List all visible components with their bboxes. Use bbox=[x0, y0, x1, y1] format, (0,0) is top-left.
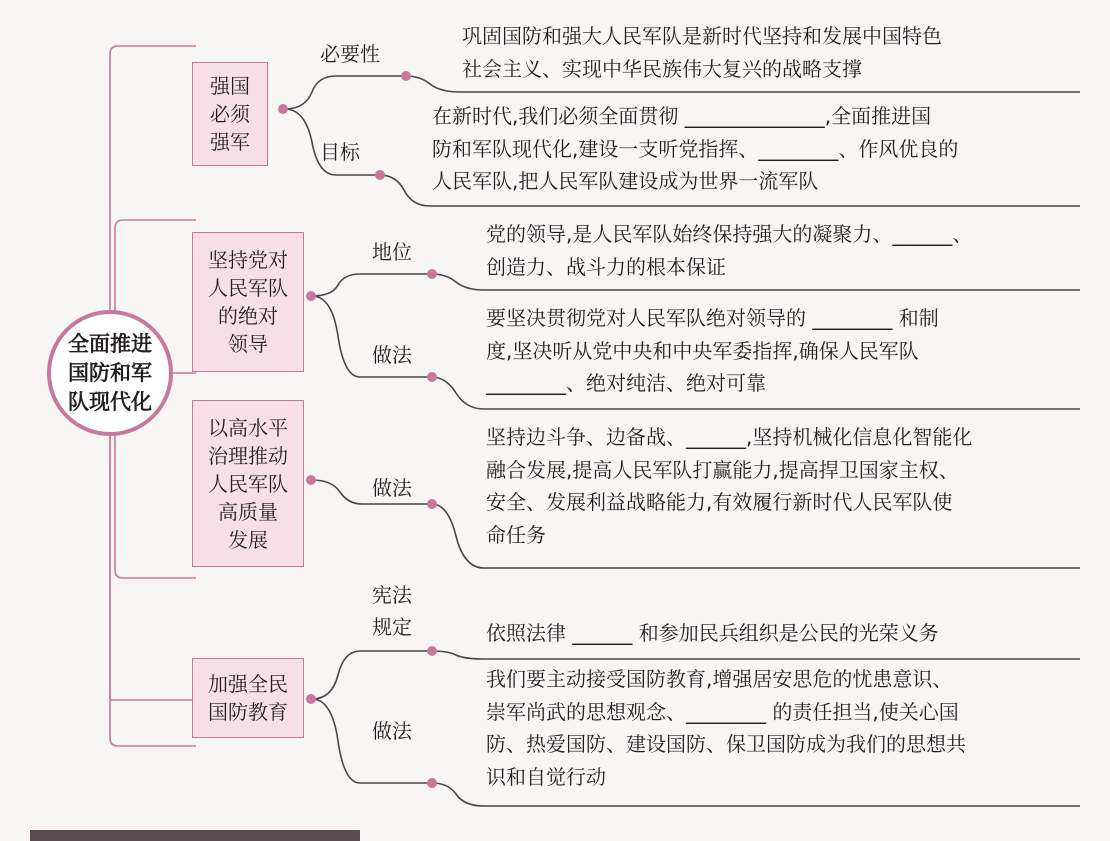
branch-title: 以高水平 治理推动 人民军队 高质量 发展 bbox=[208, 415, 288, 552]
branch-text-constitution: 依照法律 ______ 和参加民兵组织是公民的光荣义务 bbox=[486, 621, 939, 645]
branch-text-status: 党的领导,是人民军队始终保持强大的凝聚力、______、 创造力、战斗力的根本保证 bbox=[486, 222, 973, 279]
branch-label-necessity: 必要性 bbox=[320, 42, 380, 66]
branch-label-approach: 做法 bbox=[372, 343, 412, 367]
root-title: 全面推进 国防和军 队现代化 bbox=[68, 331, 152, 414]
branch-label-status: 地位 bbox=[372, 240, 412, 264]
branch-text-approach: 要坚决贯彻党对人民军队绝对领导的 ________ 和制 度,坚决听从党中央和中央军委指挥,确保人民军队 ________、绝对纯洁、绝对可靠 bbox=[486, 306, 939, 395]
root-node bbox=[47, 310, 173, 436]
branch-label-approach: 做法 bbox=[372, 476, 412, 500]
branch-box-high-quality bbox=[192, 400, 304, 567]
branch-box-defense-education bbox=[192, 658, 304, 738]
branch-title: 加强全民 国防教育 bbox=[208, 672, 288, 724]
branch-label-approach: 做法 bbox=[372, 719, 412, 743]
branch-text-necessity: 巩固国防和强大人民军队是新时代坚持和发展中国特色 社会主义、实现中华民族伟大复兴的战略支撑 bbox=[462, 24, 942, 81]
branch-box-strong-army bbox=[192, 62, 268, 166]
branch-label-goal: 目标 bbox=[320, 140, 360, 164]
branch-title: 坚持党对 人民军队 的绝对 领导 bbox=[208, 248, 288, 356]
branch-text-approach: 我们要主动接受国防教育,增强居安思危的忧患意识、 崇军尚武的思想观念、________ 的责任担当,使关心国 防、热爱国防、建设国防、保卫国防成为我们的思想共 识和自觉行动 bbox=[486, 667, 966, 789]
branch-box-party-leadership bbox=[192, 232, 304, 372]
bottom-decoration-bar bbox=[30, 830, 360, 841]
branch-label-constitution: 宪法 规定 bbox=[372, 583, 412, 639]
branch-text-approach: 坚持边斗争、边备战、______,坚持机械化信息化智能化 融合发展,提高人民军队打赢能力,提高捍卫国家主权、 安全、发展利益战略能力,有效履行新时代人民军队使 命任务 bbox=[486, 425, 973, 547]
branch-text-goal: 在新时代,我们必须全面贯彻 ______________,全面推进国 防和军队现代化,建设一支听党指挥、________、作风优良的 人民军队,把人民军队建设成为世界一流军队 bbox=[432, 104, 959, 193]
branch-title: 强国 必须 强军 bbox=[210, 74, 250, 154]
